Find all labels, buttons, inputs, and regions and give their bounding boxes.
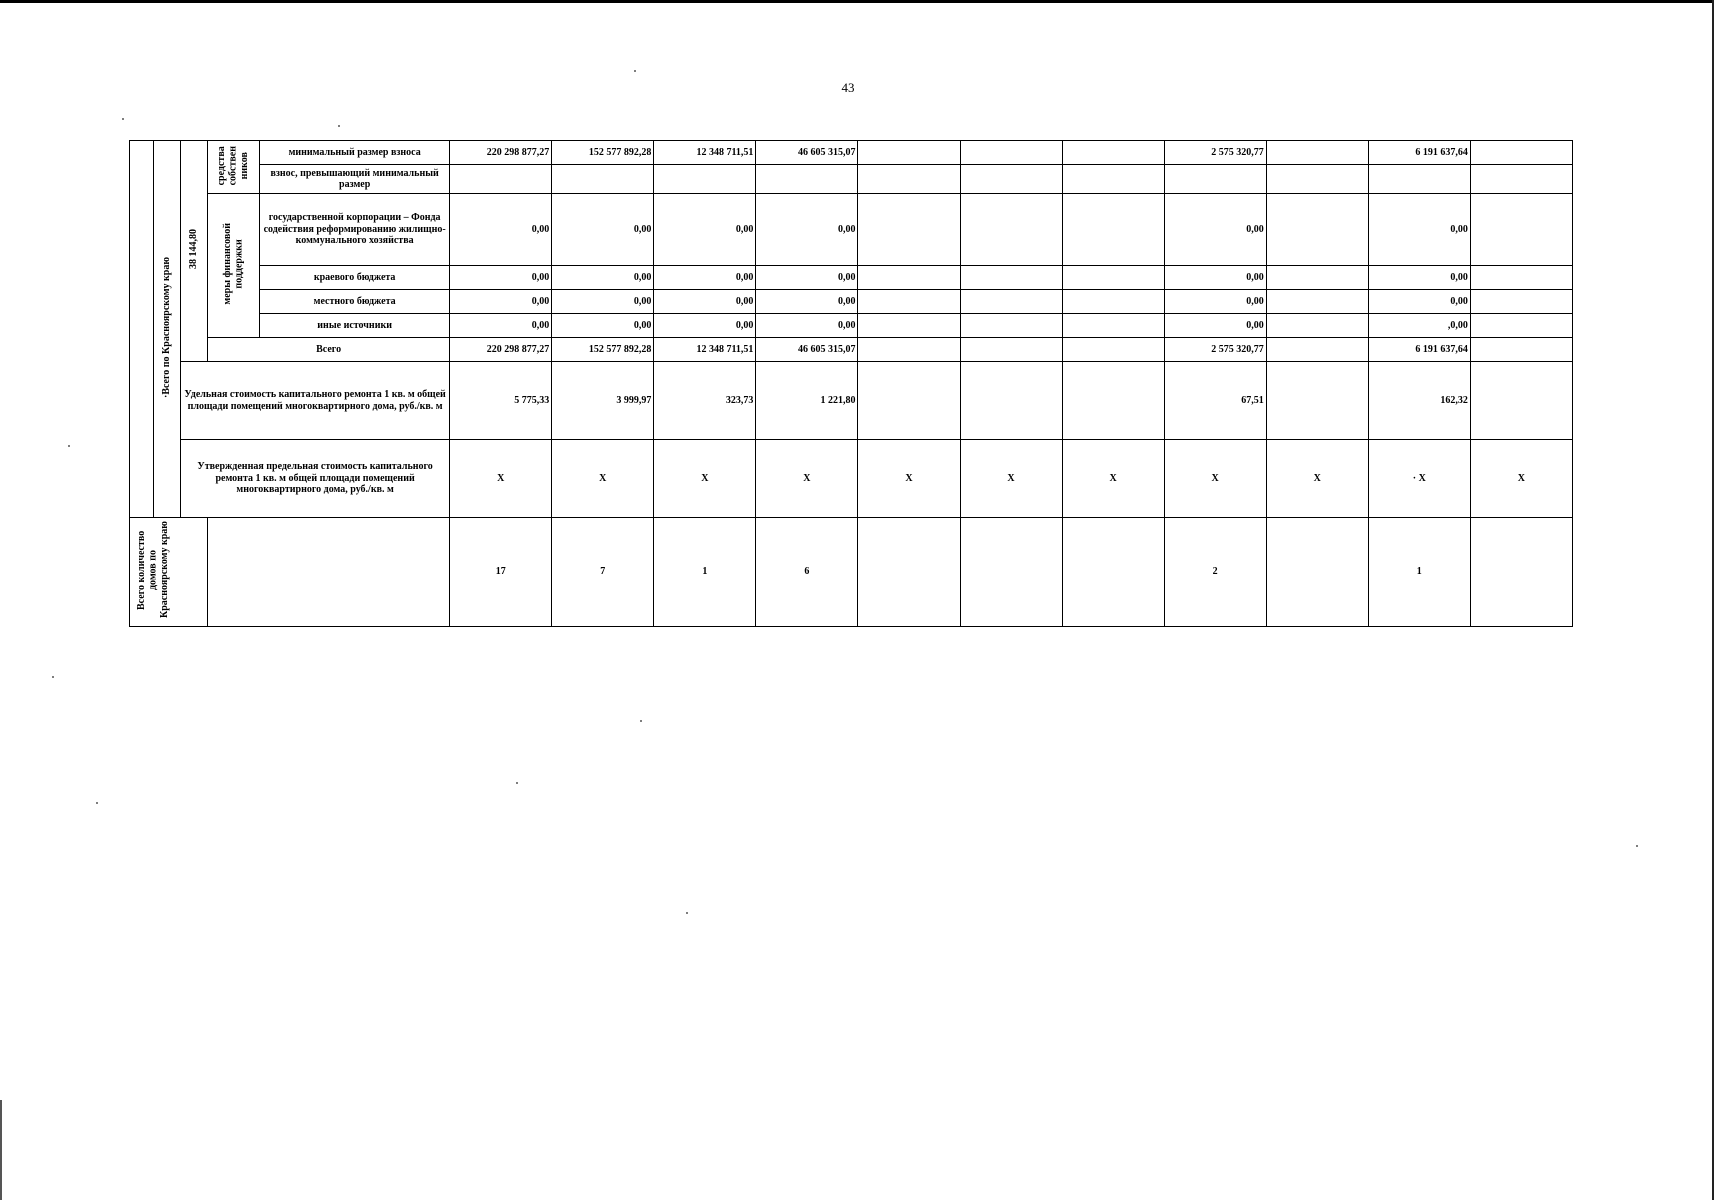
capital-repair-table: [129, 140, 1573, 627]
value-cell: [1062, 194, 1164, 266]
value-cell: 2: [1164, 518, 1266, 627]
value-cell: 0,00: [552, 266, 654, 290]
value-cell: 0,00: [1164, 194, 1266, 266]
row-min-fee: [130, 141, 1573, 165]
row-label: Всего: [208, 338, 450, 362]
value-cell: 17: [450, 518, 552, 627]
value-cell: 7: [552, 518, 654, 627]
owners-funds-group: [208, 141, 260, 194]
value-cell: 0,00: [1164, 266, 1266, 290]
row-local: [130, 290, 1573, 314]
scan-speck: [338, 125, 340, 127]
value-cell: X: [1164, 440, 1266, 518]
value-cell: 0,00: [450, 266, 552, 290]
row-limit-cost: [130, 440, 1573, 518]
value-cell: 46 605 315,07: [756, 141, 858, 165]
value-cell: 0,00: [552, 194, 654, 266]
value-cell: [1470, 194, 1572, 266]
value-cell: 0,00: [654, 314, 756, 338]
row-label: государственной корпорации – Фонда содействия реформированию жилищно-коммунального хозяйства: [260, 194, 450, 266]
value-cell: [1164, 165, 1266, 194]
region-area: 38 144,80: [188, 229, 200, 270]
value-cell: [858, 194, 960, 266]
support-measures-label: меры финансовой поддержки: [222, 222, 245, 305]
row-unit-cost: [130, 362, 1573, 440]
value-cell: [858, 266, 960, 290]
value-cell: [1368, 165, 1470, 194]
value-cell: [1062, 266, 1164, 290]
value-cell: 0,00: [1368, 194, 1470, 266]
scan-speck: [68, 445, 70, 447]
value-cell: ,0,00: [1368, 314, 1470, 338]
value-cell: 0,00: [1164, 314, 1266, 338]
value-cell: 6 191 637,64: [1368, 141, 1470, 165]
value-cell: 6 191 637,64: [1368, 338, 1470, 362]
value-cell: 6: [756, 518, 858, 627]
scan-speck: [52, 676, 54, 678]
value-cell: [960, 165, 1062, 194]
value-cell: 0,00: [450, 194, 552, 266]
value-cell: 323,73: [654, 362, 756, 440]
value-cell: 0,00: [654, 290, 756, 314]
value-cell: [1062, 165, 1164, 194]
value-cell: [1062, 362, 1164, 440]
value-cell: 67,51: [1164, 362, 1266, 440]
value-cell: · X: [1368, 440, 1470, 518]
value-cell: [1266, 338, 1368, 362]
row-other: [130, 314, 1573, 338]
value-cell: 0,00: [450, 314, 552, 338]
value-cell: [1470, 338, 1572, 362]
value-cell: [1470, 165, 1572, 194]
value-cell: [960, 290, 1062, 314]
row-label: местного бюджета: [260, 290, 450, 314]
value-cell: 0,00: [756, 266, 858, 290]
value-cell: [960, 314, 1062, 338]
value-cell: [960, 518, 1062, 627]
row-label: взнос, превышающий минимальный размер: [260, 165, 450, 194]
value-cell: [1266, 141, 1368, 165]
value-cell: [1470, 290, 1572, 314]
value-cell: X: [654, 440, 756, 518]
value-cell: [1470, 362, 1572, 440]
row-fund: [130, 194, 1573, 266]
value-cell: 0,00: [756, 314, 858, 338]
owners-funds-label: средства собствен ников: [216, 145, 251, 185]
value-cell: 3 999,97: [552, 362, 654, 440]
page-top-border: [0, 0, 1714, 3]
table-body: [130, 141, 1573, 627]
value-cell: [1062, 314, 1164, 338]
row-houses-count: [130, 518, 1573, 627]
value-cell: [1062, 141, 1164, 165]
value-cell: 2 575 320,77: [1164, 338, 1266, 362]
row-label: Удельная стоимость капитального ремонта 1 кв. м общей площади помещений многоквартирного дома, руб./кв. м: [181, 362, 450, 440]
value-cell: [960, 338, 1062, 362]
value-cell: [960, 141, 1062, 165]
value-cell: [1062, 518, 1164, 627]
blank-label-cell: [208, 518, 450, 627]
value-cell: [1062, 338, 1164, 362]
value-cell: [858, 518, 960, 627]
value-cell: [1266, 362, 1368, 440]
value-cell: [1266, 518, 1368, 627]
value-cell: 5 775,33: [450, 362, 552, 440]
value-cell: [1470, 314, 1572, 338]
scan-speck: [640, 720, 642, 722]
value-cell: [552, 165, 654, 194]
value-cell: 0,00: [552, 290, 654, 314]
value-cell: [1470, 141, 1572, 165]
row-label: Утвержденная предельная стоимость капитального ремонта 1 кв. м общей площади помещений многоквартирного дома, руб./кв. м: [181, 440, 450, 518]
scan-speck: [686, 912, 688, 914]
value-cell: 0,00: [450, 290, 552, 314]
value-cell: 12 348 711,51: [654, 141, 756, 165]
region-area-cell: [181, 141, 208, 362]
blank-left-column: [130, 141, 154, 518]
value-cell: X: [858, 440, 960, 518]
value-cell: [1266, 266, 1368, 290]
value-cell: 46 605 315,07: [756, 338, 858, 362]
value-cell: [858, 338, 960, 362]
value-cell: [1266, 165, 1368, 194]
value-cell: 0,00: [1368, 266, 1470, 290]
value-cell: 0,00: [756, 194, 858, 266]
value-cell: [450, 165, 552, 194]
value-cell: X: [552, 440, 654, 518]
value-cell: 12 348 711,51: [654, 338, 756, 362]
value-cell: 162,32: [1368, 362, 1470, 440]
value-cell: [858, 314, 960, 338]
value-cell: [858, 165, 960, 194]
value-cell: [1266, 290, 1368, 314]
value-cell: 0,00: [552, 314, 654, 338]
value-cell: 1 221,80: [756, 362, 858, 440]
support-measures-group: [208, 194, 260, 338]
value-cell: [858, 362, 960, 440]
value-cell: X: [1062, 440, 1164, 518]
value-cell: [960, 266, 1062, 290]
value-cell: [858, 141, 960, 165]
page-left-border: [0, 1100, 2, 1200]
row-label: краевого бюджета: [260, 266, 450, 290]
houses-label-cell: [130, 518, 208, 627]
value-cell: [858, 290, 960, 314]
value-cell: [1062, 290, 1164, 314]
value-cell: [1266, 314, 1368, 338]
value-cell: X: [450, 440, 552, 518]
value-cell: X: [1470, 440, 1572, 518]
scan-speck: [122, 118, 124, 120]
value-cell: [960, 194, 1062, 266]
value-cell: 0,00: [1368, 290, 1470, 314]
scan-speck: [634, 70, 636, 72]
scan-speck: [1636, 845, 1638, 847]
value-cell: 1: [1368, 518, 1470, 627]
scan-speck: [96, 802, 98, 804]
value-cell: 1: [654, 518, 756, 627]
value-cell: [1266, 194, 1368, 266]
page-number: 43: [841, 80, 855, 95]
region-label: ·Всего по Красноярскому краю: [161, 256, 173, 398]
value-cell: 152 577 892,28: [552, 141, 654, 165]
value-cell: [654, 165, 756, 194]
value-cell: 0,00: [756, 290, 858, 314]
value-cell: 2 575 320,77: [1164, 141, 1266, 165]
scan-speck: [516, 782, 518, 784]
row-label: иные источники: [260, 314, 450, 338]
value-cell: X: [756, 440, 858, 518]
value-cell: [1470, 266, 1572, 290]
value-cell: X: [1266, 440, 1368, 518]
value-cell: [756, 165, 858, 194]
value-cell: 220 298 877,27: [450, 338, 552, 362]
row-regional: [130, 266, 1573, 290]
houses-label: Всего количество домов по Красноярскому краю: [135, 521, 170, 619]
value-cell: [960, 362, 1062, 440]
value-cell: X: [960, 440, 1062, 518]
value-cell: 220 298 877,27: [450, 141, 552, 165]
value-cell: 152 577 892,28: [552, 338, 654, 362]
row-over-min: [130, 165, 1573, 194]
region-cell: [154, 141, 181, 518]
row-total: [130, 338, 1573, 362]
value-cell: 0,00: [654, 266, 756, 290]
value-cell: 0,00: [654, 194, 756, 266]
value-cell: 0,00: [1164, 290, 1266, 314]
value-cell: [1470, 518, 1572, 627]
row-label: минимальный размер взноса: [260, 141, 450, 165]
